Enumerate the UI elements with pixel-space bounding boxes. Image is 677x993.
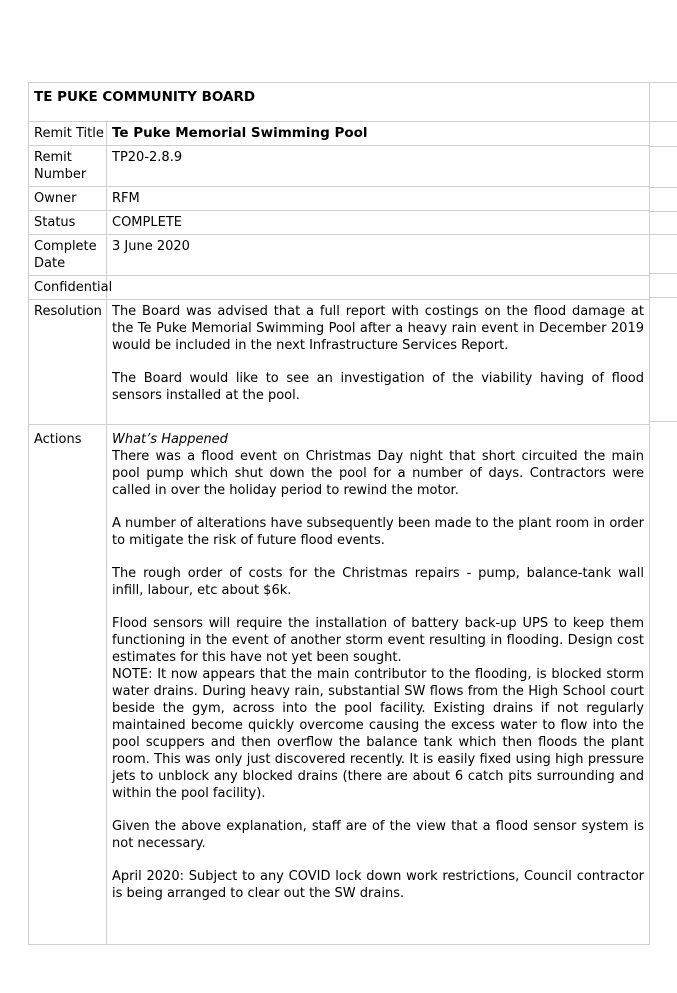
column-divider	[650, 273, 677, 274]
column-divider	[650, 146, 677, 147]
resolution-paragraph: The Board was advised that a full report with costings on the flood damage at the Te Puke Memorial Swimming Pool after a heavy rain event in December 2019 would be included in the next Infrastructure Services Report.	[112, 304, 644, 353]
remit-number-label: Remit Number	[29, 146, 107, 187]
actions-paragraph: A number of alterations have subsequently been made to the plant room in order to mitigate the risk of future flood events.	[112, 516, 644, 548]
actions-paragraph: The rough order of costs for the Christmas repairs - pump, balance-tank wall infill, labour, etc about $6k.	[112, 566, 644, 598]
remit-number-value: TP20-2.8.9	[107, 146, 650, 187]
column-divider	[650, 234, 677, 235]
column-divider	[650, 187, 677, 188]
resolution-label: Resolution	[29, 300, 107, 425]
remit-table	[28, 82, 650, 945]
status-row	[29, 211, 650, 235]
actions-row	[29, 425, 650, 945]
status-label: Status	[29, 211, 107, 235]
header-row	[29, 83, 650, 122]
actions-note: NOTE: It now appears that the main contributor to the flooding, is blocked storm water drains. During heavy rain, substantial SW flows from the High School court beside the gym, across into the pool facility. Existing drains if not regularly maintained become quickly overcome causing the excess water to flow into the pool scuppers and then overflow the balance tank which then floods the plant room. This was only just discovered recently. It is easily fixed using high pressure jets to unblock any blocked drains (there are about 6 catch pits surrounding and within the pool facility).	[112, 667, 644, 801]
status-value: COMPLETE	[107, 211, 650, 235]
complete-date-value: 3 June 2020	[107, 235, 650, 276]
remit-number-row	[29, 146, 650, 187]
remit-title-value: Te Puke Memorial Swimming Pool	[107, 122, 650, 146]
confidential-row	[29, 276, 650, 300]
remit-title-label: Remit Title	[29, 122, 107, 146]
owner-label: Owner	[29, 187, 107, 211]
confidential-value	[107, 276, 650, 300]
actions-paragraph: Given the above explanation, staff are of the view that a flood sensor system is not necessary.	[112, 819, 644, 851]
actions-label: Actions	[29, 425, 107, 945]
actions-heading: What’s Happened	[112, 432, 228, 447]
confidential-label: Confidential	[29, 276, 107, 300]
column-divider	[650, 121, 677, 122]
column-divider	[650, 211, 677, 212]
adjacent-column-edge	[650, 82, 677, 954]
board-title: TE PUKE COMMUNITY BOARD	[29, 83, 650, 122]
actions-paragraph: Flood sensors will require the installation of battery back-up UPS to keep them functioning in the event of another storm event resulting in flooding. Design cost estimates for this have not yet been sought.	[112, 616, 644, 665]
column-divider	[650, 421, 677, 422]
resolution-paragraph: The Board would like to see an investigation of the viability having of flood sensors installed at the pool.	[112, 371, 644, 403]
owner-row	[29, 187, 650, 211]
complete-date-row	[29, 235, 650, 276]
resolution-text	[107, 300, 650, 425]
actions-paragraph: There was a flood event on Christmas Day night that short circuited the main pool pump which shut down the pool for a number of days. Contractors were called in over the holiday period to rewind the motor.	[112, 449, 644, 498]
actions-paragraph: April 2020: Subject to any COVID lock down work restrictions, Council contractor is being arranged to clear out the SW drains.	[112, 869, 644, 901]
actions-text	[107, 425, 650, 945]
complete-date-label: Complete Date	[29, 235, 107, 276]
remit-title-row	[29, 122, 650, 146]
resolution-row	[29, 300, 650, 425]
column-divider	[650, 297, 677, 298]
owner-value: RFM	[107, 187, 650, 211]
